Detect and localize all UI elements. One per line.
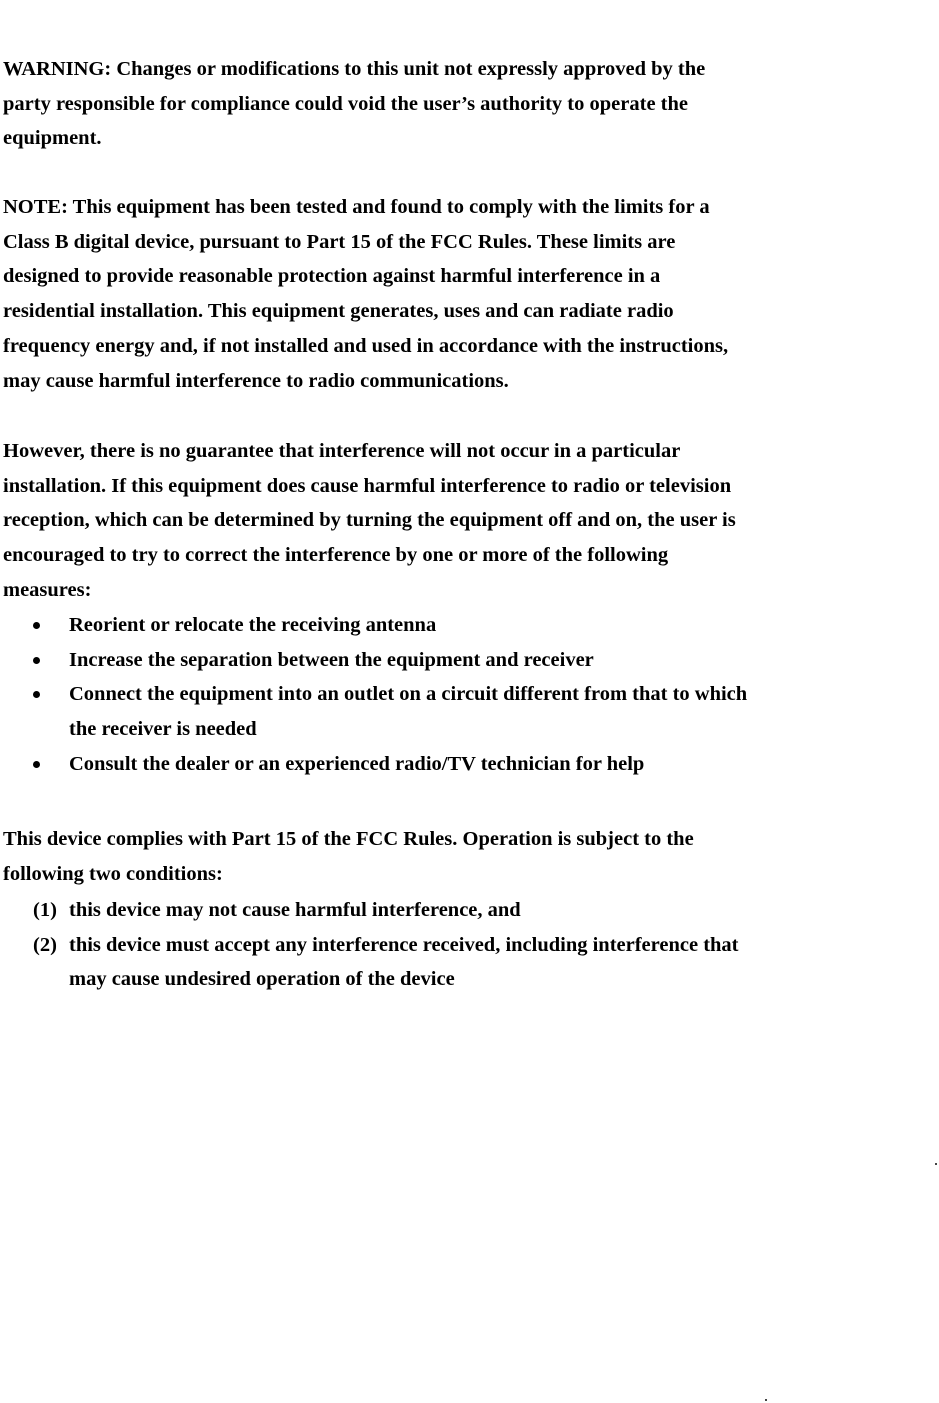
condition-item [0, 893, 900, 928]
scan-speck [935, 1163, 937, 1165]
scan-speck [765, 1399, 767, 1401]
condition-text: may cause undesired operation of the device [69, 968, 455, 991]
bullet-icon [33, 691, 40, 698]
bullet-icon [33, 622, 40, 629]
fcc-line: following two conditions: [3, 862, 223, 885]
note-line: Class B digital device, pursuant to Part 15 of the FCC Rules. These limits are [3, 230, 676, 253]
however-line: However, there is no guarantee that interference will not occur in a particular [3, 440, 681, 462]
however-line: encouraged to try to correct the interference by one or more of the following [3, 544, 669, 567]
measure-item [0, 608, 900, 643]
measure-text: the receiver is needed [69, 718, 257, 741]
condition-text: this device may not cause harmful interference, and [69, 899, 521, 921]
warning-line: equipment. [3, 127, 102, 150]
note-paragraph [3, 190, 873, 398]
fcc-compliance-paragraph [3, 822, 873, 891]
warning-line: WARNING: Changes or modifications to this unit not expressly approved by the [3, 58, 706, 80]
note-line: may cause harmful interference to radio communications. [3, 369, 509, 392]
condition-text: this device must accept any interference received, including interference that [69, 933, 739, 956]
measure-text: Increase the separation between the equipment and receiver [69, 648, 594, 671]
condition-number: (2) [33, 933, 57, 956]
bullet-icon [33, 761, 40, 768]
measure-text: Connect the equipment into an outlet on a circuit different from that to which [69, 683, 748, 706]
measure-item [0, 677, 900, 746]
note-line: residential installation. This equipment generates, uses and can radiate radio [3, 300, 674, 323]
condition-item [0, 928, 900, 997]
however-line: reception, which can be determined by turning the equipment off and on, the user is [3, 509, 736, 532]
bullet-icon [33, 657, 40, 664]
warning-paragraph [3, 52, 873, 156]
warning-line: party responsible for compliance could void the user’s authority to operate the [3, 92, 688, 115]
measure-text: Consult the dealer or an experienced radio/TV technician for help [69, 752, 645, 775]
however-paragraph [3, 434, 873, 608]
measure-item [0, 747, 900, 782]
conditions-list [0, 893, 900, 997]
measure-text: Reorient or relocate the receiving antenna [69, 614, 437, 636]
however-line: measures: [3, 578, 92, 601]
measures-list [0, 608, 900, 782]
condition-number: (1) [33, 899, 57, 921]
note-line: frequency energy and, if not installed and used in accordance with the instructions, [3, 334, 729, 357]
measure-item [0, 643, 900, 678]
fcc-line: This device complies with Part 15 of the FCC Rules. Operation is subject to the [3, 828, 694, 850]
however-line: installation. If this equipment does cause harmful interference to radio or television [3, 474, 732, 497]
note-line: NOTE: This equipment has been tested and found to comply with the limits for a [3, 196, 710, 218]
note-line: designed to provide reasonable protection against harmful interference in a [3, 265, 661, 288]
